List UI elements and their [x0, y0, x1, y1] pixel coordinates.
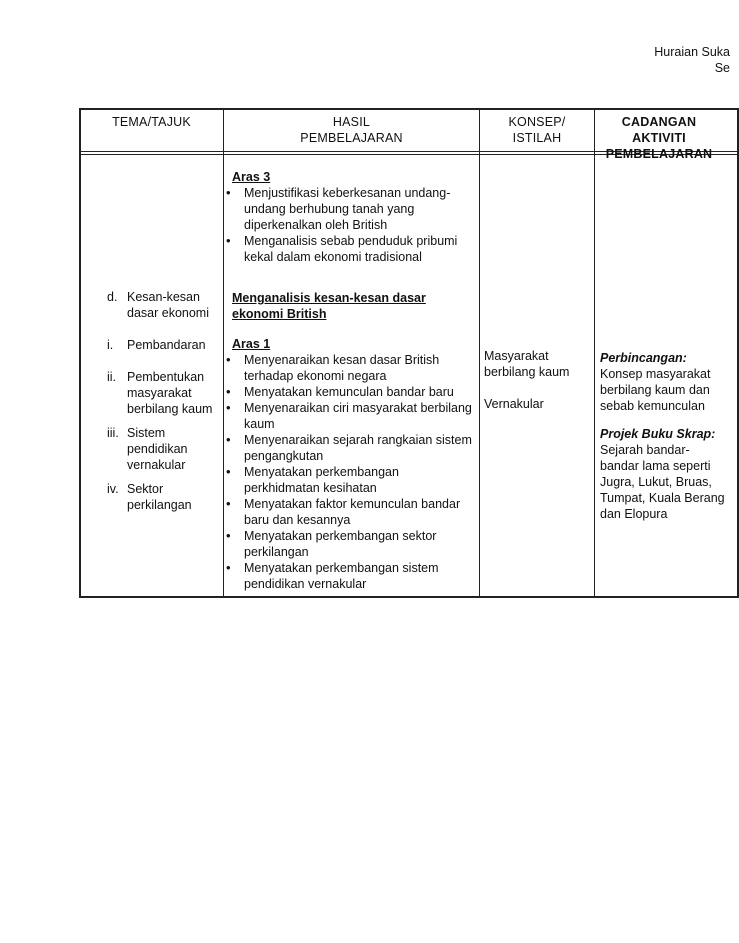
subtopic-item: ii. Pembentukan masyarakat berbilang kaum — [107, 370, 213, 416]
list-item: • Menyatakan perkembangan sektor perkilangan — [224, 528, 472, 560]
list-item: • Menyatakan perkembangan perkhidmatan kesihatan — [224, 464, 472, 496]
column-header-aktiviti: CADANGAN AKTIVITI PEMBELAJARAN — [605, 115, 713, 161]
topic-block — [107, 289, 219, 513]
topic-item: d. Kesan-kesan dasar ekonomi — [107, 290, 209, 320]
aras1-block — [232, 336, 472, 592]
subtopic-item: iv. Sektor perkilangan — [107, 482, 192, 512]
header-line-2: Se — [714, 61, 730, 75]
aktiviti-text: Sejarah bandar-bandar lama seperti Jugra, Lukut, Bruas, Tumpat, Kuala Berang dan Elopura — [600, 443, 725, 521]
aktiviti-text: Konsep masyarakat berbilang kaum dan sebab kemunculan — [600, 367, 711, 413]
list-item: • Menyatakan faktor kemunculan bandar baru dan kesannya — [224, 496, 472, 528]
subtopic-item: i. Pembandaran — [107, 338, 206, 352]
aktiviti-title: Projek Buku Skrap: — [600, 427, 716, 441]
column-divider — [594, 108, 595, 598]
list-item: • Menyatakan perkembangan sistem pendidikan vernakular — [224, 560, 472, 592]
page-header — [654, 44, 730, 76]
header-line-1: Huraian Suka — [654, 45, 730, 59]
aras1-heading: Aras 1 — [232, 337, 271, 351]
aktiviti-title: Perbincangan: — [600, 351, 687, 365]
aras3-block — [232, 169, 472, 265]
list-item: • Menyatakan kemunculan bandar baru — [224, 384, 472, 400]
column-header-hasil: HASIL PEMBELAJARAN — [300, 115, 403, 145]
list-item: • Menyenaraikan ciri masyarakat berbilang kaum — [224, 400, 472, 432]
aktiviti-block — [600, 350, 726, 522]
learning-objective: Menganalisis kesan-kesan dasar ekonomi British — [232, 291, 426, 321]
list-item: • Menganalisis sebab penduduk pribumi kekal dalam ekonomi tradisional — [224, 233, 472, 265]
column-divider — [479, 108, 480, 598]
list-item: • Menjustifikasi keberkesanan undang-undang berhubung tanah yang diperkenalkan oleh British — [224, 185, 472, 233]
column-header-konsep: KONSEP/ ISTILAH — [508, 115, 566, 145]
list-item: • Menyenaraikan sejarah rangkaian sistem pengangkutan — [224, 432, 472, 464]
konsep-term: Vernakular — [484, 397, 544, 411]
list-item: • Menyenaraikan kesan dasar British terhadap ekonomi negara — [224, 352, 472, 384]
aras1-list — [224, 352, 472, 592]
konsep-block — [484, 348, 590, 412]
aras3-list — [224, 185, 472, 265]
column-header-tema: TEMA/TAJUK — [112, 115, 191, 129]
konsep-term: Masyarakat berbilang kaum — [484, 349, 570, 379]
aras3-heading: Aras 3 — [232, 170, 271, 184]
subtopic-item: iii. Sistem pendidikan vernakular — [107, 426, 188, 472]
